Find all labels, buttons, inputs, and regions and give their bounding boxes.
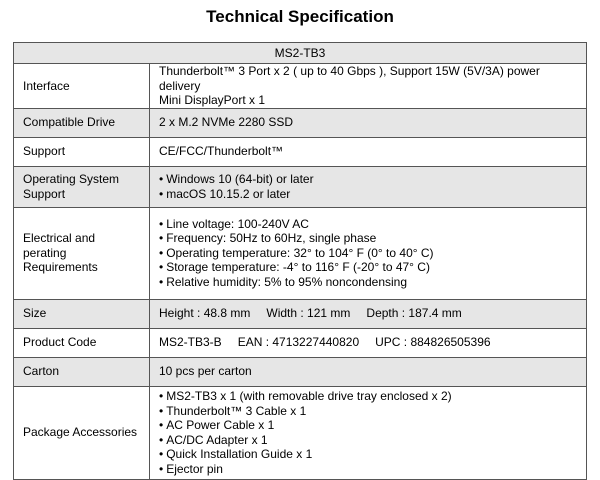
support-value: CE/FCC/Thunderbolt™ bbox=[150, 137, 587, 166]
carton-value: 10 pcs per carton bbox=[150, 357, 587, 386]
electrical-label-line-1: Electrical and perating bbox=[23, 231, 96, 260]
size-label: Size bbox=[14, 299, 150, 328]
list-item: • Quick Installation Guide x 1 bbox=[159, 447, 577, 462]
carton-label: Carton bbox=[14, 357, 150, 386]
electrical-list bbox=[159, 217, 577, 290]
os-value bbox=[150, 166, 587, 207]
list-item: • Ejector pin bbox=[159, 462, 577, 477]
size-width: Width : 121 mm bbox=[266, 306, 351, 321]
size-height: Height : 48.8 mm bbox=[159, 306, 251, 321]
product-code: MS2-TB3-B bbox=[159, 335, 222, 350]
list-item: • Line voltage: 100-240V AC bbox=[159, 217, 577, 232]
list-item: • Windows 10 (64-bit) or later bbox=[159, 172, 577, 187]
carton-row bbox=[14, 357, 587, 386]
list-item: • AC/DC Adapter x 1 bbox=[159, 433, 577, 448]
list-item: • Operating temperature: 32° to 104° F (0° to 40° C) bbox=[159, 246, 577, 261]
product-code-value bbox=[150, 328, 587, 357]
list-item: • Storage temperature: -4° to 116° F (-20° to 47° C) bbox=[159, 260, 577, 275]
product-code-row bbox=[14, 328, 587, 357]
ean-code: EAN : 4713227440820 bbox=[237, 335, 360, 350]
accessories-row bbox=[14, 386, 587, 479]
interface-line-2: Mini DisplayPort x 1 bbox=[159, 93, 266, 107]
interface-line-1: Thunderbolt™ 3 Port x 2 ( up to 40 Gbps ), Support 15W (5V/3A) power delivery bbox=[159, 64, 540, 93]
compatible-drive-label: Compatible Drive bbox=[14, 108, 150, 137]
accessories-label: Package Accessories bbox=[14, 386, 150, 479]
os-label-line-2: Support bbox=[23, 186, 66, 201]
upc-code: UPC : 884826505396 bbox=[375, 335, 491, 350]
list-item: • Relative humidity: 5% to 95% noncondensing bbox=[159, 275, 577, 290]
size-depth: Depth : 187.4 mm bbox=[366, 306, 462, 321]
os-label bbox=[14, 166, 150, 207]
support-row bbox=[14, 137, 587, 166]
model-name: MS2-TB3 bbox=[14, 43, 587, 64]
electrical-value bbox=[150, 207, 587, 299]
list-item: • Frequency: 50Hz to 60Hz, single phase bbox=[159, 231, 577, 246]
compatible-drive-value: 2 x M.2 NVMe 2280 SSD bbox=[150, 108, 587, 137]
accessories-value bbox=[150, 386, 587, 479]
size-row bbox=[14, 299, 587, 328]
accessories-list bbox=[159, 389, 577, 476]
support-label: Support bbox=[14, 137, 150, 166]
spec-table bbox=[13, 42, 587, 480]
os-list bbox=[159, 172, 577, 201]
page-title: Technical Specification bbox=[206, 7, 394, 26]
list-item: • MS2-TB3 x 1 (with removable drive tray enclosed x 2) bbox=[159, 389, 577, 404]
interface-row bbox=[14, 64, 587, 109]
electrical-row bbox=[14, 207, 587, 299]
interface-label: Interface bbox=[14, 64, 150, 109]
size-value bbox=[150, 299, 587, 328]
list-item: • macOS 10.15.2 or later bbox=[159, 187, 577, 202]
product-code-label: Product Code bbox=[14, 328, 150, 357]
electrical-label-line-2: Requirements bbox=[23, 260, 98, 275]
list-item: • AC Power Cable x 1 bbox=[159, 418, 577, 433]
interface-value bbox=[150, 64, 587, 109]
compatible-drive-row bbox=[14, 108, 587, 137]
os-label-line-1: Operating System bbox=[23, 172, 120, 186]
list-item: • Thunderbolt™ 3 Cable x 1 bbox=[159, 404, 577, 419]
electrical-label bbox=[14, 207, 150, 299]
os-row bbox=[14, 166, 587, 207]
model-row bbox=[14, 43, 587, 64]
